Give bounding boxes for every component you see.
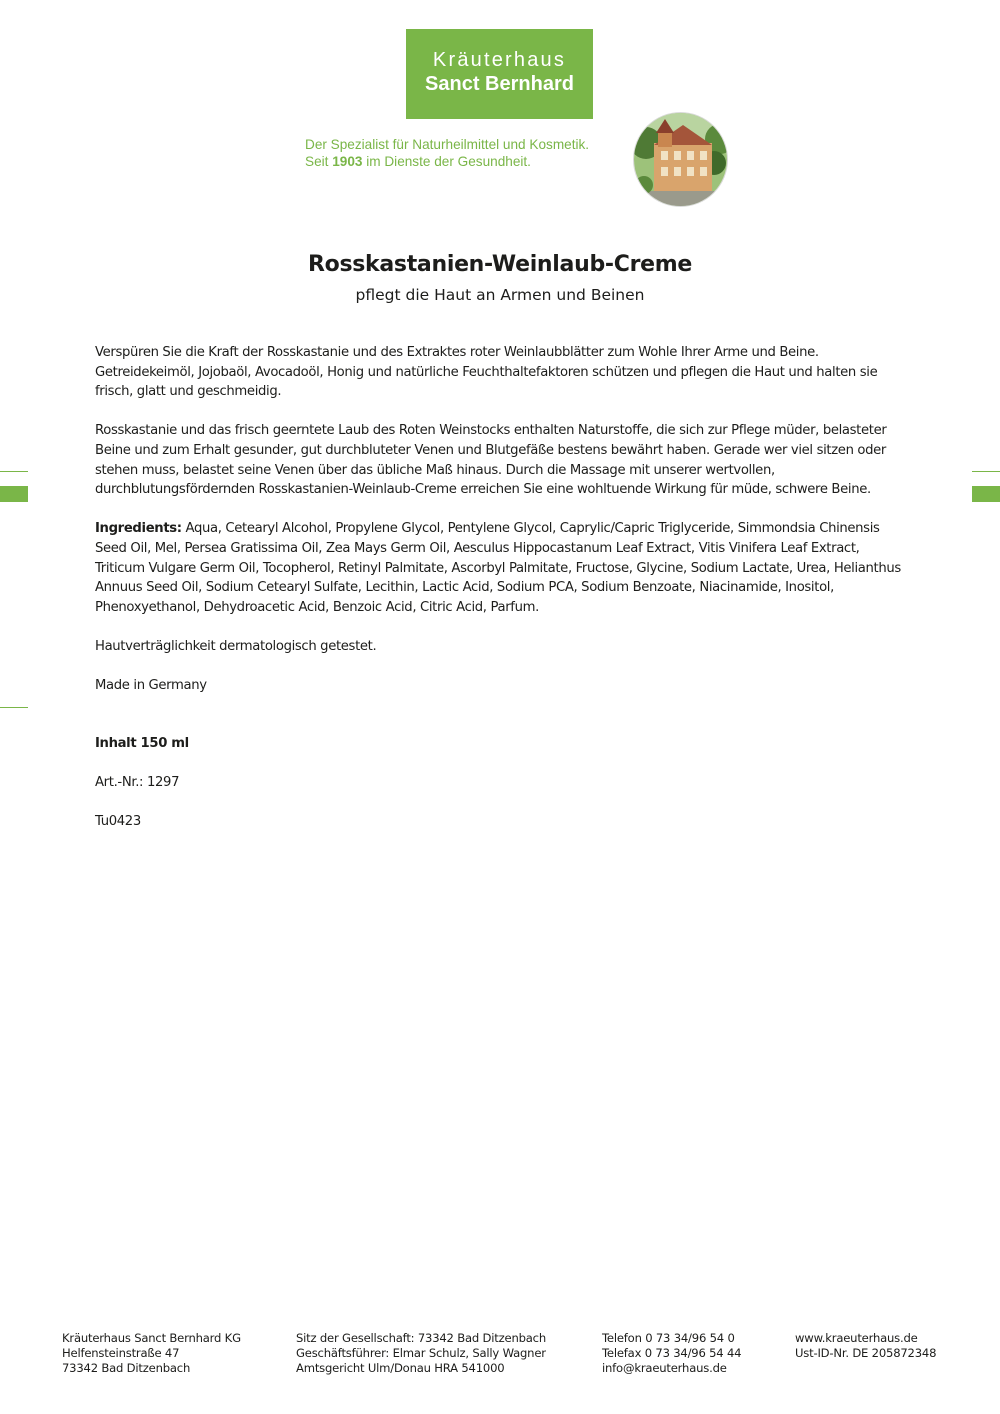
footer-line: Geschäftsführer: Elmar Schulz, Sally Wagner [296, 1346, 546, 1360]
brand-logo [406, 29, 593, 119]
footer-line: Sitz der Gesellschaft: 73342 Bad Ditzenbach [296, 1331, 546, 1345]
fold-line-right-top [972, 471, 1000, 472]
footer-web [795, 1331, 936, 1361]
footer-email: info@kraeuterhaus.de [602, 1361, 727, 1375]
tagline-line-1: Der Spezialist für Naturheilmittel und Kosmetik. [305, 137, 590, 152]
footer-contact [602, 1331, 741, 1376]
building-illustration [634, 113, 728, 207]
product-title: Rosskastanien-Weinlaub-Creme [307, 252, 692, 277]
footer-line: Kräuterhaus Sanct Bernhard KG [62, 1331, 241, 1345]
footer-vat-id: Ust-ID-Nr. DE 205872348 [795, 1346, 937, 1360]
footer-line: 73342 Bad Ditzenbach [62, 1361, 191, 1375]
ingredients-list: Aqua, Cetearyl Alcohol, Propylene Glycol, Pentylene Glycol, Caprylic/Capric Triglyceride, Simmondsia Chinensis Seed Oil, Mel, Persea Gratissima Oil, Zea Mays Germ Oil, Aesculus Hippocastanum Leaf Extract, Vitis Vinifera Leaf Extract, Triticum Vulgare Germ Oil, Tocopherol, Retinyl Palmitate, Ascorbyl Palmitate, Fructose, Glycine, Sodium Lactate, Urea, Helianthus Annuus Seed Oil, Sodium Cetearyl Sulfate, Lecithin, Lactic Acid, Sodium PCA, Sodium Benzoate, Niacinamide, Inositol, Phenoxyethanol, Dehydroacetic Acid, Benzoic Acid, Citric Acid, Parfum. [95, 521, 901, 615]
footer-fax: Telefax 0 73 34/96 54 44 [602, 1346, 742, 1360]
side-marker-right [972, 486, 1000, 502]
ingredients-label: Ingredients: [95, 521, 182, 537]
dermatological-note: Hautverträglichkeit dermatologisch getestet. [95, 638, 377, 654]
product-subtitle: pflegt die Haut an Armen und Beinen [355, 286, 645, 304]
made-in: Made in Germany [95, 678, 207, 694]
tagline-year: 1903 [332, 154, 363, 169]
footer-legal [296, 1331, 546, 1376]
tagline [305, 136, 589, 170]
tagline-prefix: Seit [305, 154, 333, 169]
building-photo [633, 112, 728, 207]
footer-website: www.kraeuterhaus.de [795, 1331, 918, 1345]
tagline-line-2 [305, 153, 589, 170]
fold-line-left-bottom [0, 707, 28, 708]
logo-line-1: Kräuterhaus [432, 49, 567, 71]
product-description [95, 343, 910, 851]
footer-phone: Telefon 0 73 34/96 54 0 [602, 1331, 735, 1345]
fold-line-left-top [0, 471, 28, 472]
product-code: Tu0423 [95, 814, 141, 830]
side-marker-left [0, 486, 28, 502]
tagline-suffix: im Dienste der Gesundheit. [362, 154, 531, 169]
ingredients [95, 519, 910, 617]
description-paragraph-1: Verspüren Sie die Kraft der Rosskastanie und des Extraktes roter Weinlaubblätter zum Wohle Ihrer Arme und Beine. Getreidekeimöl, Jojobaöl, Avocadoöl, Honig und natürliche Feuchthaltefaktoren schützen und pflegen die Haut und halten sie frisch, glatt und geschmeidig. [95, 345, 878, 400]
footer-line: Amtsgericht Ulm/Donau HRA 541000 [296, 1361, 505, 1375]
article-number: Art.-Nr.: 1297 [95, 774, 180, 790]
footer-company [62, 1331, 241, 1376]
description-paragraph-2: Rosskastanie und das frisch geerntete Laub des Roten Weinstocks enthalten Naturstoffe, die sich zur Pflege müder, belasteter Beine und zum Erhalt gesunder, gut durchbluteter Venen und Blutgefäße bestens bewährt haben. Gerade wer viel sitzen oder stehen muss, belastet seine Venen über das übliche Maß hinaus. Durch die Massage mit unserer wertvollen, durchblutungsfördernden Rosskastanien-Weinlaub-Creme erreichen Sie eine wohltuende Wirkung für müde, schwere Beine. [95, 423, 887, 498]
footer-line: Helfensteinstraße 47 [62, 1346, 180, 1360]
content-volume-text: Inhalt 150 ml [95, 735, 189, 751]
logo-line-2: Sanct Bernhard [425, 73, 574, 95]
content-volume [95, 734, 910, 754]
